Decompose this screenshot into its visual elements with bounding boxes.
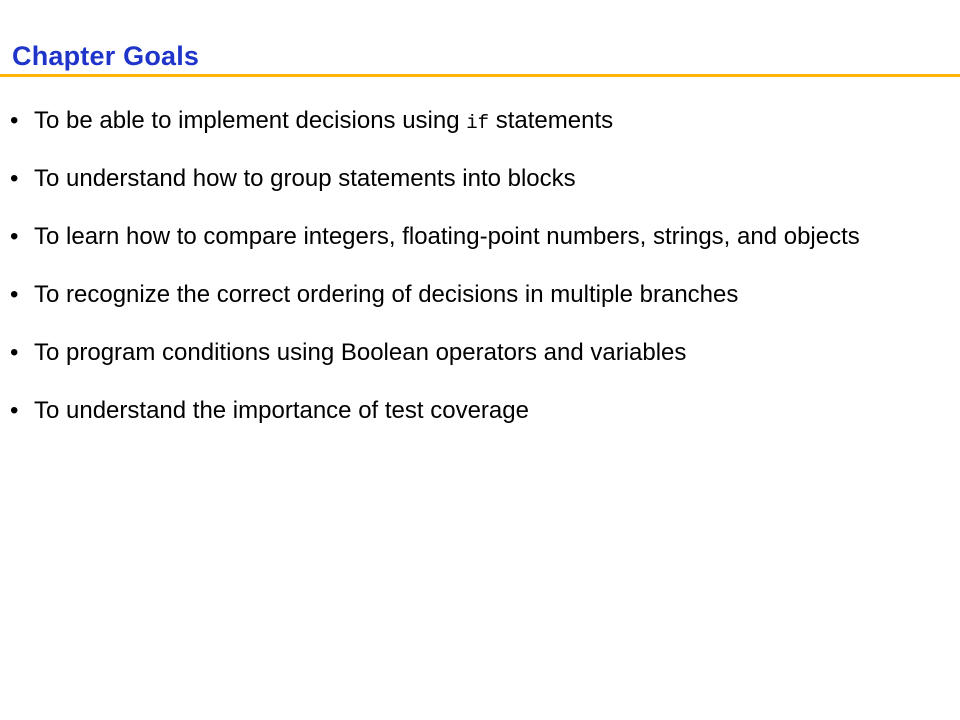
bullet-icon: • xyxy=(10,397,19,424)
goal-text: To learn how to compare integers, floating-point numbers, strings, and objects xyxy=(34,223,860,250)
goal-text-before-code: To be able to implement decisions using xyxy=(34,107,467,134)
title-accent-rule xyxy=(0,74,960,77)
goal-item-boolean-conditions xyxy=(0,334,960,371)
goal-text xyxy=(34,102,916,139)
goal-item-group-statements xyxy=(0,160,960,197)
goal-text-after-code: statements xyxy=(489,107,614,134)
bullet-icon: • xyxy=(10,339,19,366)
goal-item-decision-ordering xyxy=(0,276,960,313)
bullet-icon: • xyxy=(10,107,19,134)
bullet-icon: • xyxy=(10,223,19,250)
goal-text: To understand the importance of test coverage xyxy=(34,397,529,424)
goal-item-compare-values xyxy=(0,218,960,255)
goal-item-test-coverage xyxy=(0,392,960,429)
goal-text: To recognize the correct ordering of decisions in multiple branches xyxy=(34,281,739,308)
goal-text: To program conditions using Boolean operators and variables xyxy=(34,339,687,366)
slide-header xyxy=(0,0,960,78)
slide-title: Chapter Goals xyxy=(12,41,200,71)
goal-text: To understand how to group statements into blocks xyxy=(34,165,576,192)
bullet-icon: • xyxy=(10,165,19,192)
if-code-keyword: if xyxy=(466,112,490,134)
goal-item-implement-decisions xyxy=(0,102,960,139)
chapter-goals-list xyxy=(0,102,960,450)
bullet-icon: • xyxy=(10,281,19,308)
